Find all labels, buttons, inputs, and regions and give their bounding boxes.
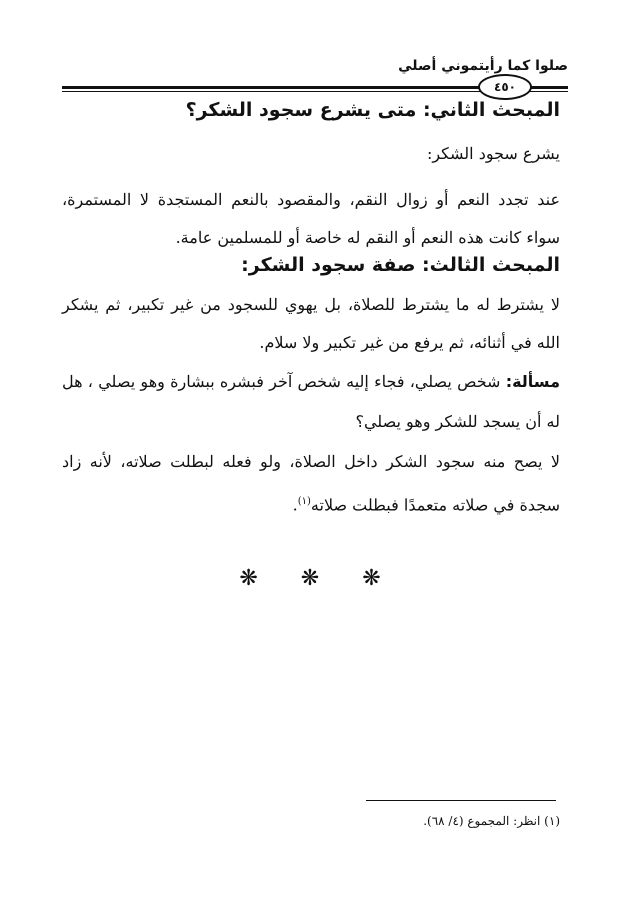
paragraph-1: يشرع سجود الشكر: <box>426 144 560 163</box>
section-heading-3: المبحث الثالث: صفة سجود الشكر: <box>241 254 560 276</box>
section-heading-2: المبحث الثاني: متى يشرع سجود الشكر؟ <box>185 99 560 121</box>
footnote-rule <box>366 800 556 801</box>
footnote: (١) انظر: المجموع (٤/ ٦٨). <box>423 814 560 828</box>
paragraph-4 <box>62 442 560 525</box>
running-title: صلوا كما رأيتموني أصلي <box>398 58 568 74</box>
paragraph-3: لا يشترط له ما يشترط للصلاة، بل يهوي للسجود من غير تكبير، ثم يشكر الله في أثنائه، ثم يرفع من غير تكبير ولا سلام. <box>62 295 560 352</box>
section-separator-stars: ❋ ❋ ❋ <box>239 566 399 591</box>
question-text: شخص يصلي، فجاء إليه شخص آخر فبشره ببشارة وهو يصلي ، هل له أن يسجد للشكر وهو يصلي؟ <box>62 372 560 431</box>
page-number: ٤٥٠ <box>478 74 532 100</box>
question-lead: مسألة: <box>505 372 560 391</box>
question-paragraph <box>62 362 560 442</box>
paragraph-4-end: . <box>292 495 298 515</box>
paragraph-2: عند تجدد النعم أو زوال النقم، والمقصود بالنعم المستجدة لا المستمرة، سواء كانت هذه النعم أو النقم له خاصة أو للمسلمين عامة. <box>62 190 560 247</box>
paragraph-4-text: لا يصح منه سجود الشكر داخل الصلاة، ولو فعله لبطلت صلاته، لأنه زاد سجدة في صلاته متعمدًا فبطلت صلاته <box>62 452 560 515</box>
footnote-ref: (١) <box>297 496 311 507</box>
